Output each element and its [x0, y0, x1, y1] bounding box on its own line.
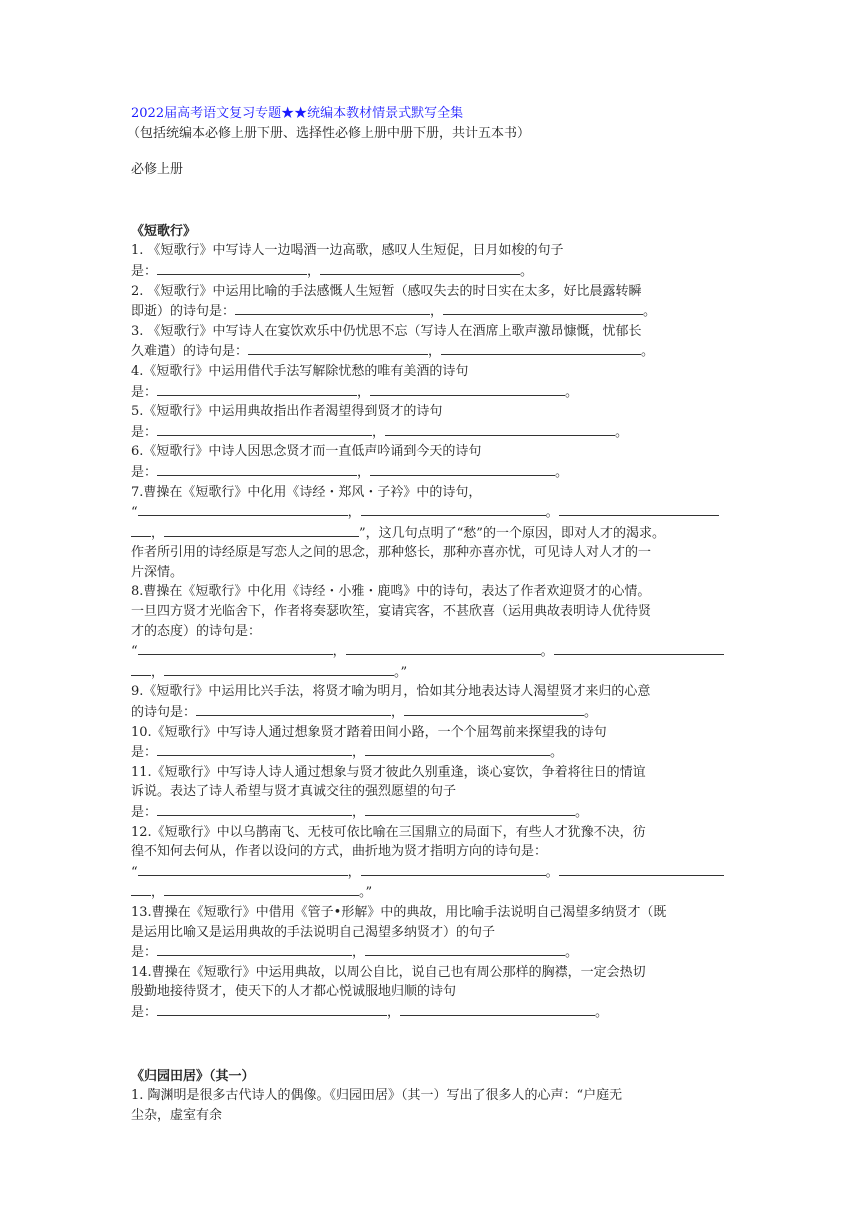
answer-blank[interactable] — [157, 1002, 387, 1016]
answer-blank[interactable] — [157, 802, 352, 816]
answer-blank[interactable] — [320, 261, 520, 275]
answer-blank[interactable] — [131, 882, 151, 896]
question-9: 9.《短歌行》中运用比兴手法，将贤才喻为明月，恰如其分地表达诗人渴望贤才来归的心意 的诗句是： ， 。 — [131, 684, 651, 721]
answer-blank[interactable] — [157, 261, 307, 275]
question-8: 8.曹操在《短歌行》中化用《诗经・小雅・鹿鸣》中的诗句，表达了作者欢迎贤才的心情。 一旦四方贤才光临舍下，作者将奏瑟吹笙，宴请宾客，不甚欣喜（运用典故表明诗人优待贤 才的态度）的诗句是： “ ， 。 ， 。” — [131, 582, 731, 682]
question-1: 1. 《短歌行》中写诗人一边喝酒一边高歌，感叹人生短促，日月如梭的句子 是： ， 。 — [131, 243, 564, 279]
question-3: 3. 《短歌行》中写诗人在宴饮欢乐中仍忧思不忘（写诗人在酒席上歌声激昂慷慨，忧郁长 久难遣）的诗句是： ， 。 — [131, 323, 655, 360]
answer-blank[interactable] — [157, 382, 357, 396]
question-6: 6.《短歌行》中诗人因思念贤才而一直低声吟诵到今天的诗句 是： ， 。 — [131, 444, 569, 480]
section-title-guiyuantianju: 《归园田居》（其一） — [131, 1068, 255, 1084]
section-title-duangexing: 《短歌行》 — [131, 223, 197, 239]
answer-blank[interactable] — [138, 502, 348, 516]
answer-blank[interactable] — [164, 882, 359, 896]
answer-blank[interactable] — [385, 422, 615, 436]
doc-subtitle: （包括统编本必修上册下册、选择性必修上册中册下册，共计五本书） — [127, 125, 531, 141]
answer-blank[interactable] — [235, 301, 430, 315]
question-13: 13.曹操在《短歌行》中借用《管子•形解》中的典故，用比喻手法说明自己渴望多纳贤才（既 是运用比喻又是运用典故的手法说明自己渴望多纳贤才）的句子 是： ， 。 — [131, 904, 667, 961]
answer-blank[interactable] — [157, 942, 352, 956]
answer-blank[interactable] — [248, 341, 428, 355]
answer-blank[interactable] — [157, 422, 372, 436]
answer-blank[interactable] — [365, 942, 565, 956]
answer-blank[interactable] — [196, 702, 391, 716]
question-2: 2. 《短歌行》中运用比喻的手法感慨人生短暂（感叹失去的时日实在太多，好比晨露转瞬 即逝）的诗句是： ， 。 — [131, 283, 657, 320]
question-14: 14.曹操在《短歌行》中运用典故，以周公自比，说自己也有周公那样的胸襟，一定会热切 殷勤地接待贤才，使天下的人才都心悦诚服地归顺的诗句 是： ， 。 — [131, 964, 646, 1020]
question-7: 7.曹操在《短歌行》中化用《诗经・郑风・子衿》中的诗句， “ ， 。 ， ”，这几句点明了“愁”的一个原因，即对人才的渴求。 作者所引用的诗经原是写恋人之间的思念，那种悠长，那种亦喜亦忧，可见诗人对人才的一 片深情。 — [131, 483, 731, 583]
volume-heading: 必修上册 — [131, 162, 184, 178]
answer-blank[interactable] — [157, 742, 352, 756]
answer-blank[interactable] — [404, 702, 584, 716]
answer-blank[interactable] — [554, 641, 724, 655]
answer-blank[interactable] — [361, 502, 546, 516]
question-10: 10.《短歌行》中写诗人通过想象贤才踏着田间小路，一个个屈驾前来探望我的诗句 是： ， 。 — [131, 724, 607, 761]
answer-blank[interactable] — [370, 382, 565, 396]
answer-blank[interactable] — [365, 742, 550, 756]
answer-blank[interactable] — [559, 502, 719, 516]
answer-blank[interactable] — [443, 301, 643, 315]
answer-blank[interactable] — [370, 462, 555, 476]
document-page — [127, 104, 731, 1125]
question-12: 12.《短歌行》中以乌鹊南飞、无枝可依比喻在三国鼎立的局面下，有些人才犹豫不决，彷 徨不知何去何从，作者以设问的方式，曲折地为贤才指明方向的诗句是： “ ， 。 ， 。” — [131, 823, 731, 903]
answer-blank[interactable] — [441, 341, 641, 355]
answer-blank[interactable] — [164, 662, 394, 676]
answer-blank[interactable] — [131, 523, 151, 537]
question-1-guiyuan: 1. 陶渊明是很多古代诗人的偶像。《归园田居》（其一）写出了很多人的心声：“户庭无 尘杂，虚室有余 — [131, 1088, 623, 1123]
answer-blank[interactable] — [157, 462, 357, 476]
answer-blank[interactable] — [365, 802, 575, 816]
answer-blank[interactable] — [164, 523, 359, 537]
question-5: 5.《短歌行》中运用典故指出作者渴望得到贤才的诗句 是： ， 。 — [131, 404, 629, 440]
answer-blank[interactable] — [138, 862, 348, 876]
question-4: 4.《短歌行》中运用借代手法写解除忧愁的唯有美酒的诗句 是： ， 。 — [131, 363, 579, 400]
answer-blank[interactable] — [131, 662, 151, 676]
answer-blank[interactable] — [346, 641, 541, 655]
doc-title: 2022届高考语文复习专题★★统编本教材情景式默写全集 — [131, 106, 464, 121]
answer-blank[interactable] — [138, 641, 333, 655]
answer-blank[interactable] — [559, 862, 724, 876]
answer-blank[interactable] — [400, 1002, 595, 1016]
question-11: 11.《短歌行》中写诗人诗人通过想象与贤才彼此久别重逢，谈心宴饮，争着将往日的情谊 诉说。表达了诗人希望与贤才真诚交往的强烈愿望的句子 是： ， 。 — [131, 764, 646, 820]
answer-blank[interactable] — [361, 862, 546, 876]
